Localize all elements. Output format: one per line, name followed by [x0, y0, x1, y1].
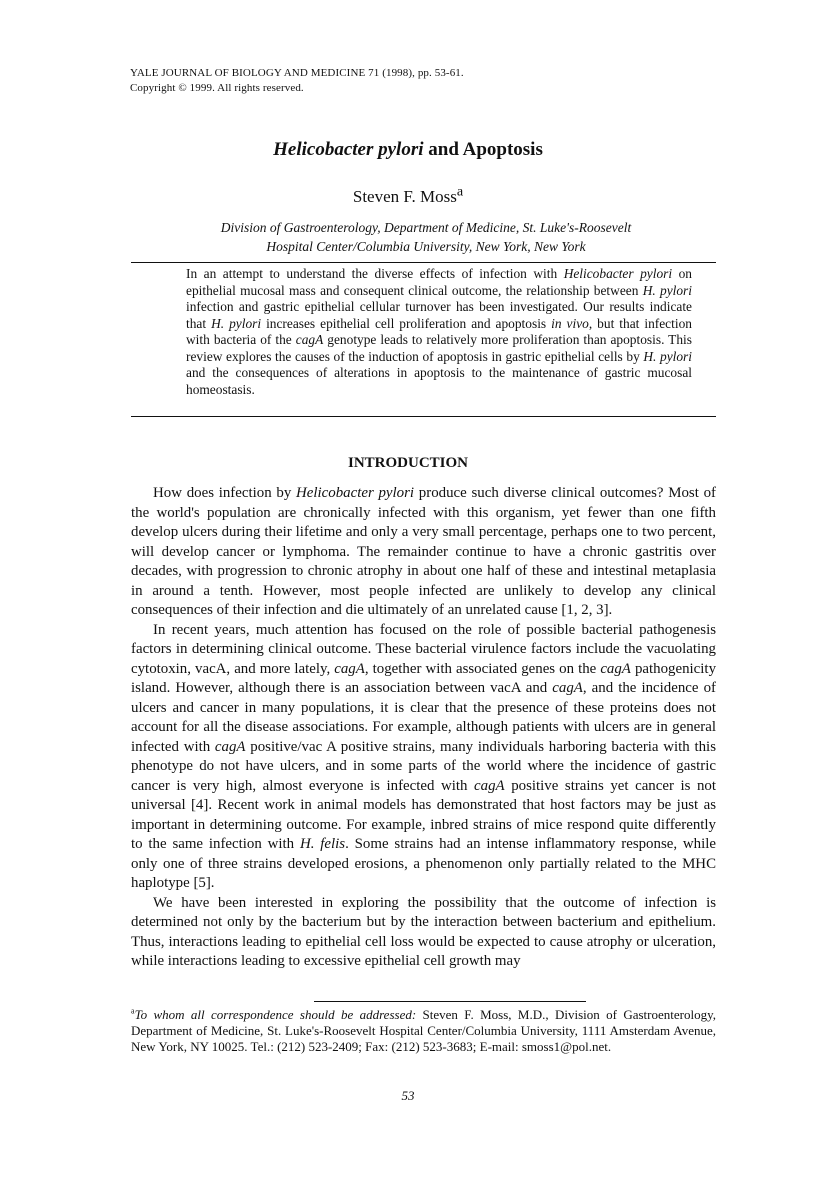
author-superscript: a — [456, 183, 464, 200]
body-italic: cagA — [334, 660, 365, 677]
abstract-italic: H. pylori — [643, 348, 692, 364]
body-italic: cagA — [552, 680, 583, 696]
abstract-italic: in vivo — [551, 315, 589, 331]
title-rest: and Apoptosis — [423, 139, 543, 160]
body-italic: H. felis — [299, 836, 346, 852]
abstract-text: In an attempt to understand the diverse effects of infection with — [186, 266, 564, 281]
abstract-top-rule — [131, 262, 716, 263]
abstract-italic: H. pylori — [642, 282, 692, 298]
copyright-line: Copyright © 1999. All rights reserved. — [130, 82, 304, 94]
abstract-bottom-rule — [131, 416, 716, 417]
footnote-rule — [314, 1001, 586, 1002]
abstract-italic: Helicobacter pylori — [563, 266, 673, 281]
body-italic: Helicobacter pylori — [296, 485, 415, 501]
body-span: In recent years, much attention has focused on the role of possible bacterial pathogenesis factors in determining clinical outcome. These bacterial virulence factors include the vacuolating cytotoxin, vacA, and more lately, — [131, 621, 716, 677]
abstract-text: , but that infection with bacteria of the — [186, 315, 692, 347]
article-title — [0, 139, 816, 161]
footnote — [131, 1007, 716, 1055]
body-span: , and the incidence of ulcers and cancer in many populations, it is clear that the presence of these proteins does not account for all the disease associations. For example, although patients with ulcers are in general infected with — [131, 680, 716, 755]
body-italic: cagA — [600, 660, 631, 677]
abstract-text: infection and gastric epithelial cellular turnover has been investigated. Our results indicate that — [186, 299, 692, 331]
abstract-text: increases epithelial cell proliferation and apoptosis — [261, 315, 552, 331]
footnote-lead: To whom all correspondence should be addressed: — [134, 1007, 417, 1022]
body-span: positive strains yet cancer is not universal [4]. Recent work in animal models has demonstrated that host factors may be just as important in determining outcome. For example, inbred strains of mice respond quite differently to the same infection with — [131, 777, 717, 852]
affiliation-line-2: Hospital Center/Columbia University, New York, New York — [266, 239, 586, 254]
affiliation — [166, 218, 686, 256]
title-italic: Helicobacter pylori — [273, 139, 424, 160]
author-name — [0, 183, 816, 207]
journal-header — [130, 66, 464, 96]
journal-citation: YALE JOURNAL OF BIOLOGY AND MEDICINE 71 (1998), pp. 53-61. — [130, 67, 464, 79]
paragraph-1 — [131, 484, 716, 621]
section-heading: INTRODUCTION — [347, 455, 468, 471]
abstract-text: genotype leads to relatively more proliferation than apoptosis. This review explores the causes of the induction of apoptosis in gastric epithelial cells by — [186, 332, 692, 364]
affiliation-line-1: Division of Gastroenterology, Department of Medicine, St. Luke's-Roosevelt — [220, 220, 632, 235]
author-text: Steven F. Moss — [352, 187, 457, 206]
abstract-text: on epithelial mucosal mass and consequent clinical outcome, the relationship between — [186, 266, 692, 298]
body-span: pathogenicity island. However, although there is an association between vacA and — [131, 660, 717, 696]
body-text — [131, 484, 716, 972]
paragraph-2 — [131, 621, 716, 894]
abstract — [186, 266, 692, 398]
body-italic: cagA — [214, 738, 246, 755]
footnote-text: Steven F. Moss, M.D., Division of Gastroenterology, Department of Medicine, St. Luke's-Roosevelt Hospital Center/Columbia University, 1111 Amsterdam Avenue, New York, NY 10025. Tel.: (212) 523-2409; Fax: (212) 523-3683; E-mail: smoss1@pol.net. — [131, 1007, 716, 1054]
abstract-text: and the consequences of alterations in apoptosis to the maintenance of gastric mucosal homeostasis. — [186, 365, 692, 397]
paragraph-3 — [131, 894, 716, 972]
body-span: We have been interested in exploring the possibility that the outcome of infection is determined not only by the bacterium but by the interaction between bacterium and epithelium. Thus, interactions leading to epithelial cell loss would be expected to cause atrophy or ulceration, while interactions leading to excessive epithelial cell growth may — [131, 894, 716, 969]
body-span: , together with associated genes on the — [364, 660, 601, 677]
footnote-superscript: a — [131, 1006, 135, 1016]
abstract-italic: cagA — [295, 332, 324, 347]
abstract-italic: H. pylori — [211, 315, 262, 331]
body-italic: cagA — [474, 777, 505, 794]
body-span: How does infection by — [153, 485, 297, 501]
page-number: 53 — [401, 1088, 415, 1103]
body-span: positive/vac A positive strains, many individuals harboring bacteria with this phenotype do not have ulcers, and in some parts of the world where the incidence of gastric cancer is very high, almost everyone is infected with — [131, 738, 716, 794]
body-span: . Some strains had an intense inflammatory response, while only one of three strains developed erosions, a phenomenon only partially related to the MHC haplotype [5]. — [131, 836, 716, 891]
body-span: produce such diverse clinical outcomes? Most of the world's population are chronically infected with this organism, yet fewer than one fifth develop ulcers during their lifetime and only a very small percentage, perhaps one to two percent, will develop cancer or lymphoma. The remainder continue to have a chronic gastritis over decades, with progression to chronic atrophy in about one half of these and intestinal metaplasia in around a tenth. However, most people infected are unlikely to develop any clinical consequences of their infection and die ultimately of an unrelated cause [1, 2, 3]. — [131, 485, 716, 618]
